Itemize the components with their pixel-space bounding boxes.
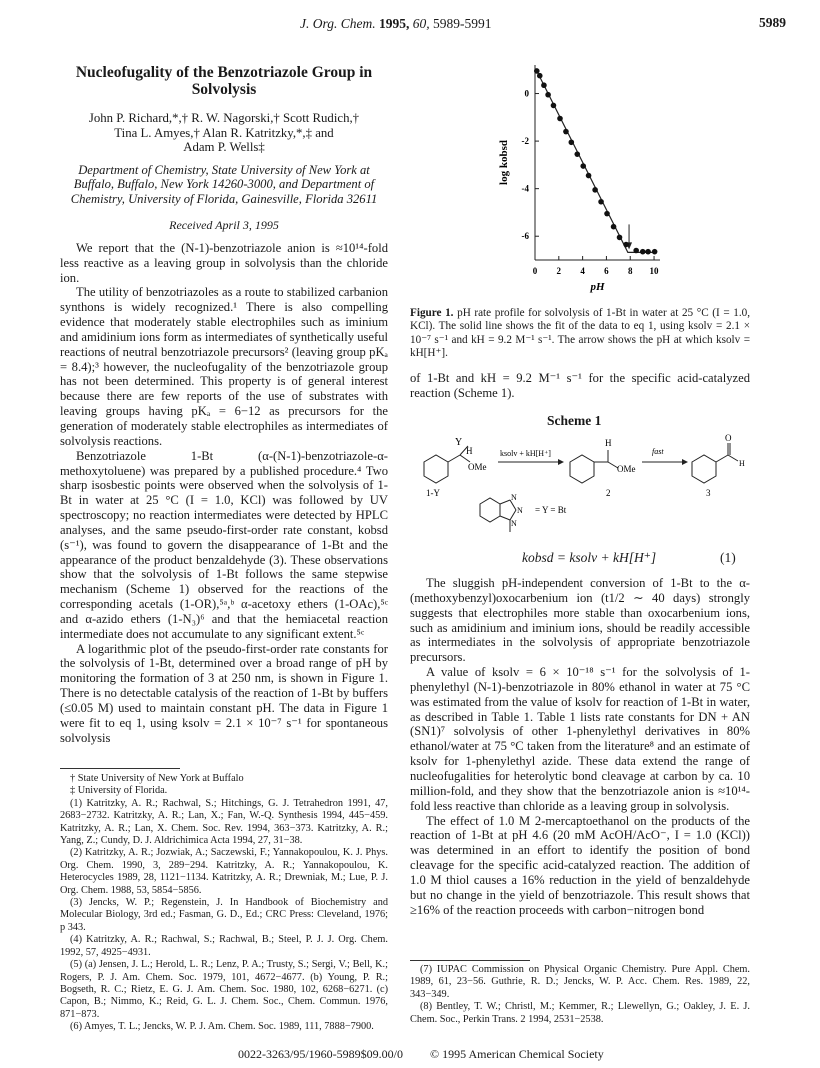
label-2: 2: [606, 488, 611, 498]
figure-1-label: Figure 1.: [410, 307, 454, 319]
scheme-title: Scheme 1: [547, 413, 602, 428]
y-tick-label: -6: [521, 231, 529, 242]
data-point: [640, 249, 646, 255]
footnote: ‡ University of Florida.: [70, 785, 168, 797]
running-header: [300, 16, 492, 32]
affiliation: Department of Chemistry, State University of New York at Buffalo, Buffalo, New York 14260-3000, and Department of Chemistry, University of Florida, Gainesville, Florida 32611: [70, 162, 378, 206]
paragraph: A logarithmic plot of the pseudo-first-order rate constants for the solvolysis of 1-Bt, determined over a broad range of pH by monitoring the formation of 3 at 250 nm, is shown in Figure 1. There is no detectable catalysis of the reaction of 1-Bt by buffers (≤0.05 M) used to maintain constant pH. The data in Figure 1 were fit to eq 1, using ksolv = 2.1 × 10⁻⁷ s⁻¹ for spontaneous solvolysis: [60, 641, 388, 745]
x-tick-label: 2: [556, 266, 562, 276]
authors-line-3: Adam P. Wells‡: [183, 140, 265, 154]
right-footnotes: [410, 964, 750, 1026]
data-point: [574, 151, 580, 157]
article-title: Nucleofugality of the Benzotriazole Group in Solvolysis: [75, 64, 373, 98]
footnote: † State University of New York at Buffalo: [70, 773, 244, 784]
arrowhead-1: [558, 459, 564, 465]
data-point: [598, 199, 604, 205]
data-point: [645, 249, 651, 255]
paragraph: The effect of 1.0 M 2-mercaptoethanol on the products of the reaction of 1-Bt at pH 4.6 (20 mM AcOH/AcO⁻, I = 1.0 (KCl)) was determined in an effort to identify the position of bond cleavage for the specific acid-catalyzed reaction. The addition of 1.0 M thiol causes a 16% reduction in the yield of benzaldehyde but no change in the yield of benzotriazole. This result shows that ≥16% of the reaction proceeds with carbon−nitrogen bond: [410, 813, 750, 917]
label-h3: H: [739, 459, 745, 468]
x-tick-label: 8: [627, 266, 633, 276]
label-o: O: [725, 433, 732, 443]
journal-volume: 60,: [412, 16, 430, 31]
y-tick-label: -4: [521, 183, 529, 194]
data-point: [633, 248, 639, 254]
data-point: [617, 235, 623, 241]
figure-1-chart: [490, 55, 690, 300]
compound-3: [692, 443, 738, 483]
footer-copyright: © 1995 American Chemical Society: [430, 1047, 604, 1061]
data-point: [592, 187, 598, 193]
left-footnotes: [60, 773, 388, 1034]
label-n2: N: [517, 506, 523, 515]
data-point: [652, 249, 658, 255]
footnote-rule: [60, 768, 180, 769]
arrowhead-2: [682, 459, 688, 465]
data-point: [563, 129, 569, 135]
label-arrow2: fast: [652, 447, 664, 456]
label-bt: = Y = Bt: [535, 505, 567, 515]
data-point: [623, 242, 629, 248]
label-arrow1: ksolv + kH[H⁺]: [500, 449, 551, 458]
footnote: (6) Amyes, T. L.; Jencks, W. P. J. Am. Chem. Soc. 1989, 111, 7888−7900.: [70, 1021, 374, 1033]
paragraph: of 1-Bt and kH = 9.2 M⁻¹ s⁻¹ for the specific acid-catalyzed reaction (Scheme 1).: [410, 371, 750, 400]
footnote: (5) (a) Jensen, J. L.; Herold, L. R.; Lenz, P. A.; Trusty, S.; Sergi, V.; Bell, K.; Rogers, P. J. Am. Chem. Soc. 1979, 101, 4672−4677. (b) Young, P. R.; Bogseth, R. C.; Rietz, E. G. J. Am. Chem. Soc. 1980, 102, 6268−6271. (c) Capon, B.; Nimmo, K.; Reid, G. L. J. Chem. Soc., Chem. Commun. 1976, 871−873.: [60, 959, 388, 1020]
compound-2: [570, 450, 618, 483]
journal-pages: 5989-5991: [433, 16, 492, 31]
footnote: (1) Katritzky, A. R.; Rachwal, S.; Hitchings, G. J. Tetrahedron 1991, 47, 2683−2732. Katritzky, A. R.; Lan, X.; Fan, W.-Q. Synthesis 1994, 445−459. Katritzky, A. R.; Lan, X. Chem. Soc. Rev. 1994, 363−373. Katritzky, A. R.; Yang, Z.; Cundy, D. J. Aldrichimica Acta 1994, 27, 31−38.: [60, 797, 388, 847]
label-ome2: OMe: [617, 464, 636, 474]
footnote: (8) Bentley, T. W.; Christl, M.; Kemmer, R.; Llewellyn, G.; Oakley, J. E. J. Chem. Soc., Perkin Trans. 2 1994, 2531−2538.: [410, 1001, 750, 1025]
label-1y: 1-Y: [426, 488, 440, 498]
received-date: Received April 3, 1995: [169, 218, 279, 232]
scheme-1: [410, 432, 750, 542]
x-tick-label: 10: [649, 266, 659, 276]
footnote-rule: [410, 960, 530, 961]
label-3: 3: [706, 488, 711, 498]
equation-1: kobsd = ksolv + kH[H⁺]: [522, 550, 657, 565]
journal-year: 1995,: [379, 16, 410, 31]
paragraph: The sluggish pH-independent conversion of 1-Bt to the α-(methoxybenzyl)oxocarbenium ion (t1/2 ∼ 40 days) strongly suggests that electrophiles more stable than oxocarbenium ions, such as amidinium and iminium ions, should be readily accessible as intermediates in the solvolysis of appropriate benzotriazole precursors.: [410, 576, 750, 665]
x-tick-label: 0: [532, 266, 538, 276]
right-intro: [410, 371, 750, 401]
paragraph: We report that the (N-1)-benzotriazole anion is ≈10¹⁴-fold less reactive as a leaving group in solvolysis than the chloride ion.: [60, 240, 388, 285]
authors-line-2: Tina L. Amyes,† Alan R. Katritzky,*,‡ and: [114, 125, 334, 140]
data-point: [541, 82, 547, 88]
data-point: [557, 116, 563, 122]
label-h1: H: [466, 446, 473, 456]
data-point: [545, 92, 551, 98]
paragraph: A value of ksolv = 6 × 10⁻¹⁸ s⁻¹ for the solvolysis of 1-phenylethyl (N-1)-benzotriazole in 80% ethanol in water at 75 °C was estimated from the value of ksolv for reaction of 1-Bt in water, as described in Table 1. Table 1 lists rate constants for DN + AN (SN1)⁷ solvolysis of other 1-phenylethyl derivatives in 80% ethanol/water at 75 °C taken from the literature⁸ and an estimate of ksolv for 1-phenylethyl azide. These data extend the range of nucleofugalities for heterolytic bond cleavage at carbon by ca. 10 million-fold, and they show that the benzotriazole anion is ≈10¹⁴-fold less reactive than chloride as a leaving group in solvolysis.: [410, 665, 750, 813]
data-point: [604, 211, 610, 217]
figure-1-caption: [410, 307, 750, 360]
fit-line: [536, 70, 656, 253]
label-n3: N: [511, 519, 517, 528]
x-tick-label: 6: [604, 266, 609, 276]
footnote: (2) Katritzky, A. R.; Jozwiak, A.; Saczewski, F.; Yannakopoulou, K. J. Phys. Org. Chem. 1990, 3, 289−294. Katritzky, A. R.; Yannakopoulou, K. Heterocycles 1989, 28, 1121−1134. Katritzky, A. R.; Drewniak, M.; Lue, P. J. Org. Chem. 1988, 53, 5854−5856.: [60, 847, 388, 896]
data-point: [586, 173, 592, 179]
label-n1: N: [511, 493, 517, 502]
y-axis-label: log kobsd: [498, 140, 510, 185]
paragraph: Benzotriazole 1-Bt (α-(N-1)-benzotriazole-α-methoxytoluene) was prepared by a published procedure.⁴ Two sharp isosbestic points were observed when the solvolysis of 1-Bt in water at 25 °C (I = 1.0, KCl) was followed by UV spectroscopy; no reaction intermediates were detected by HPLC analyses, and the same pseudo-first-order rate constant, kobsd (s⁻¹), was found to govern the disappearance of 1-Bt and the appearance of the product benzaldehyde (3). These observations show that the solvolysis of 1-Bt follows the same stepwise mechanism (Scheme 1) observed for the reactions of the corresponding acetals (1-OR),⁵ᵃ,ᵇ α-acetoxy ethers (1-OAc),⁵ᶜ and α-azido ethers (1-N₃)⁶ and that the hemiacetal reaction intermediate does not accumulate to any significant extent.⁵ᶜ: [60, 448, 388, 641]
y-tick-label: 0: [524, 88, 529, 99]
data-point: [551, 103, 557, 109]
label-h2: H: [605, 438, 612, 448]
authors-line-1: John P. Richard,*,† R. W. Nagorski,† Scott Rudich,†: [88, 111, 360, 125]
y-tick-label: -2: [521, 136, 529, 147]
footnote: (4) Katritzky, A. R.; Rachwal, S.; Rachwal, B.; Steel, P. J. J. Org. Chem. 1992, 57, 4925−4931.: [60, 934, 388, 958]
journal-name: J. Org. Chem.: [300, 16, 376, 31]
data-point: [534, 68, 540, 74]
footer-code: 0022-3263/95/1960-5989$09.00/0: [238, 1047, 403, 1061]
data-point: [580, 163, 586, 169]
x-axis-label: pH: [590, 281, 605, 293]
authors: [60, 111, 388, 155]
body-right: [410, 576, 750, 917]
footnote: (7) IUPAC Commission on Physical Organic Chemistry. Pure Appl. Chem. 1989, 61, 23−56. Guthrie, R. D.; Jencks, W. P. Acc. Chem. Res. 1989, 22, 343−349.: [410, 964, 750, 1000]
compound-1-y: [424, 446, 470, 483]
left-column: [60, 64, 388, 746]
footnote: (3) Jencks, W. P.; Regenstein, J. In Handbook of Biochemistry and Molecular Biology, 3rd ed.; Fasman, G. D., Ed.; CRC Press: Cleveland, 1976; p 343.: [60, 897, 388, 933]
figure-1-caption-text: pH rate profile for solvolysis of 1-Bt in water at 25 °C (I = 1.0, KCl). The solid line shows the fit of the data to eq 1, using ksolv = 2.1 × 10⁻⁷ s⁻¹ and kH = 9.2 M⁻¹ s⁻¹. The arrow shows the pH at which ksolv = kH[H⁺].: [410, 307, 751, 359]
paragraph: The utility of benzotriazoles as a route to stabilized carbanion synthons is widely recognized.¹ There is also compelling evidence that moderately stable electrophiles such as iminium and amidinium ions form as intermediates of synthetically useful reactions of neutral benzotriazole precursors² (leaving group pKₐ = 8.4);³ however, the nucleofugality of the benzotriazole group has not been determined. This property is of general interest because there are few reports of the use of substrates with leaving groups having pKₐ = 6−12 as precursors for the generation of moderately stable electrophiles as intermediates of solvolysis reactions.: [60, 285, 388, 448]
data-point: [611, 224, 617, 230]
label-ome1: OMe: [468, 462, 487, 472]
page-number: 5989: [759, 15, 786, 30]
data-point: [537, 73, 543, 79]
equation-number: (1): [720, 550, 736, 565]
body-left: [60, 241, 388, 746]
data-point: [569, 139, 575, 145]
label-y: Y: [455, 437, 463, 448]
x-tick-label: 4: [580, 266, 585, 276]
